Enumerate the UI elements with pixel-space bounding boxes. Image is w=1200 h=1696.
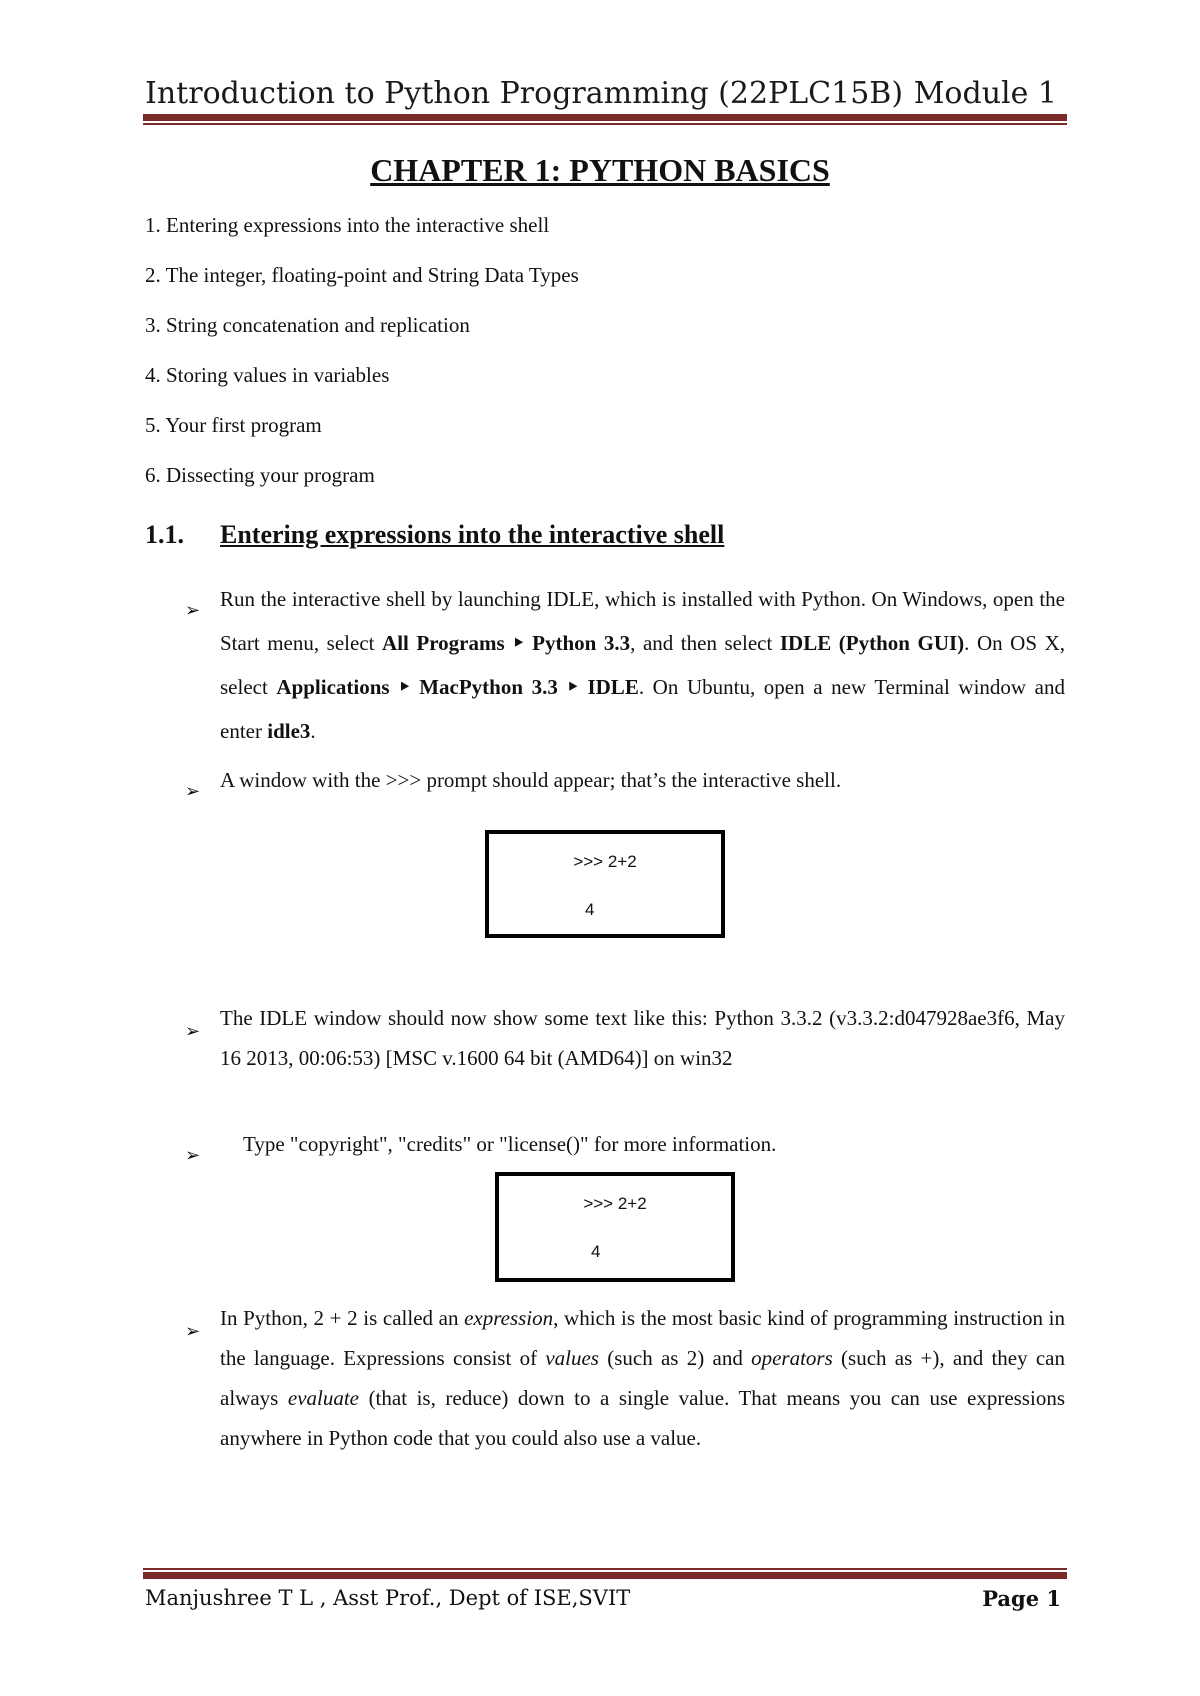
shell-command: >>> 2+2 <box>583 1194 647 1213</box>
bullet-text: The IDLE window should now show some text like this: Python 3.3.2 (v3.3.2:d047928ae3f6, May 16 2013, 00:06:53) [MSC v.1600 64 bit (AMD64)] on win32 <box>220 1006 1065 1070</box>
author-credit: Manjushree T L , Asst Prof., Dept of ISE,SVIT <box>145 1586 631 1610</box>
topic-item: 6. Dissecting your program <box>145 463 375 487</box>
topic-item: 3. String concatenation and replication <box>145 313 470 337</box>
shell-output-box <box>495 1172 735 1282</box>
topic-list <box>145 212 579 512</box>
header-rule <box>143 114 1067 121</box>
section-heading <box>145 520 724 550</box>
page-number: Page 1 <box>982 1586 1061 1611</box>
shell-output-box <box>485 830 725 938</box>
topic-item: 1. Entering expressions into the interactive shell <box>145 213 550 237</box>
topic-item: 5. Your first program <box>145 413 322 437</box>
page-header <box>145 72 1065 114</box>
bullet-arrow-icon: ➢ <box>185 781 201 802</box>
footer-rule-thin <box>143 1568 1067 1570</box>
bullet-paragraph <box>185 1122 1065 1166</box>
bullet-arrow-icon: ➢ <box>185 1145 201 1166</box>
section-number: 1.1. <box>145 520 184 549</box>
bullet-paragraph <box>185 758 1065 802</box>
chapter-title: CHAPTER 1: PYTHON BASICS <box>370 152 830 188</box>
bullet-paragraph <box>185 998 1065 1078</box>
shell-command: >>> 2+2 <box>573 852 637 871</box>
bullet-paragraph <box>185 577 1065 753</box>
bullet-text: In Python, 2 + 2 is called an expression, which is the most basic kind of programming instruction in the language. Expressions consist of values (such as 2) and operators (such as +), and they can always evaluate (that is, reduce) down to a single value. That means you can use expressions anywhere in Python code that you could also use a value. <box>220 1306 1066 1450</box>
topic-item: 4. Storing values in variables <box>145 363 390 387</box>
shell-result: 4 <box>591 1242 601 1261</box>
bullet-arrow-icon: ➢ <box>185 1321 201 1342</box>
topic-item: 2. The integer, floating-point and String Data Types <box>145 263 579 287</box>
bullet-paragraph <box>185 1298 1065 1458</box>
bullet-text: A window with the >>> prompt should appear; that’s the interactive shell. <box>220 768 842 792</box>
bullet-text: Type "copyright", "credits" or "license()" for more information. <box>243 1132 777 1156</box>
module-label: Module 1 <box>913 76 1057 111</box>
footer-rule <box>143 1572 1067 1579</box>
shell-result: 4 <box>585 900 595 919</box>
course-title: Introduction to Python Programming (22PLC15B) <box>145 76 904 111</box>
section-title: Entering expressions into the interactive shell <box>220 520 725 549</box>
bullet-arrow-icon: ➢ <box>185 600 201 621</box>
bullet-text: Run the interactive shell by launching IDLE, which is installed with Python. On Windows, open the Start menu, select All Programs ‣ Python 3.3, and then select IDLE (Python GUI). On OS X, select Applications ‣ MacPython 3.3 ‣ IDLE. On Ubuntu, open a new Terminal window and enter idle3. <box>220 587 1066 743</box>
bullet-arrow-icon: ➢ <box>185 1021 201 1042</box>
header-rule-thin <box>143 123 1067 125</box>
